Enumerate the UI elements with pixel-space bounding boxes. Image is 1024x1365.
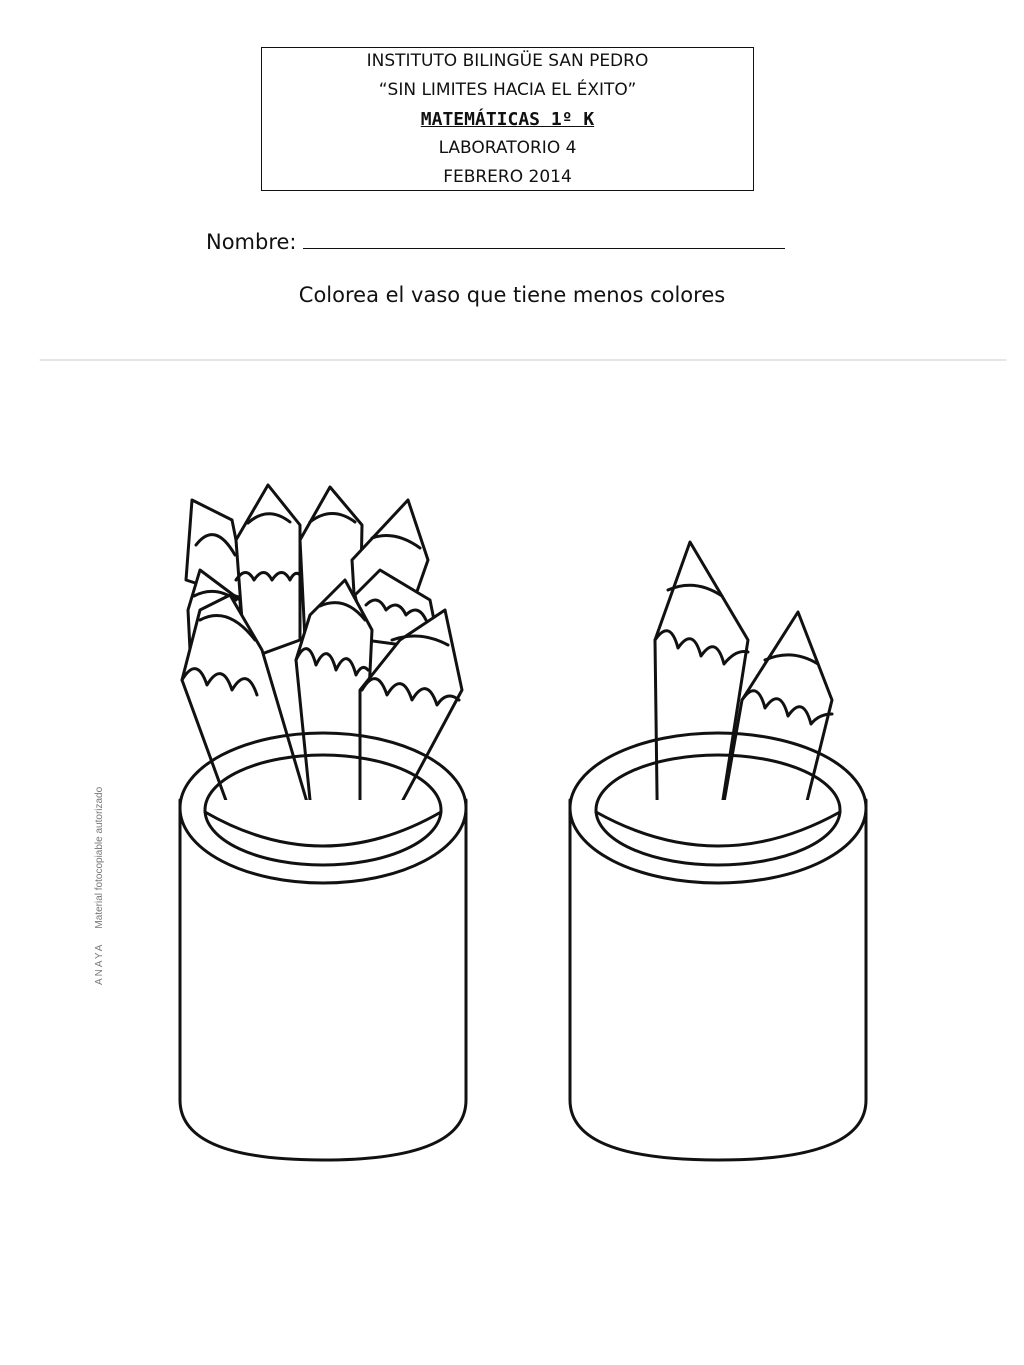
subject-title: MATEMÁTICAS 1º K [420,108,595,130]
name-blank-line[interactable] [303,226,785,249]
school-name: INSTITUTO BILINGÜE SAN PEDRO [366,50,649,71]
credit-brand: ANAYA [94,942,105,985]
instruction-text: Colorea el vaso que tiene menos colores [298,283,726,307]
header-box [261,47,754,191]
credit-note: Material fotocopiable autorizado [94,786,105,929]
coloring-illustration [0,340,1024,1240]
lab-number: LABORATORIO 4 [438,137,577,158]
school-motto: “SIN LIMITES HACIA EL ÉXITO” [378,79,637,100]
left-cup-with-pencils[interactable] [180,485,466,1160]
name-field [206,226,785,254]
name-label: Nombre: [206,230,297,254]
right-cup-with-pencils[interactable] [570,542,866,1160]
date: FEBRERO 2014 [443,166,572,187]
